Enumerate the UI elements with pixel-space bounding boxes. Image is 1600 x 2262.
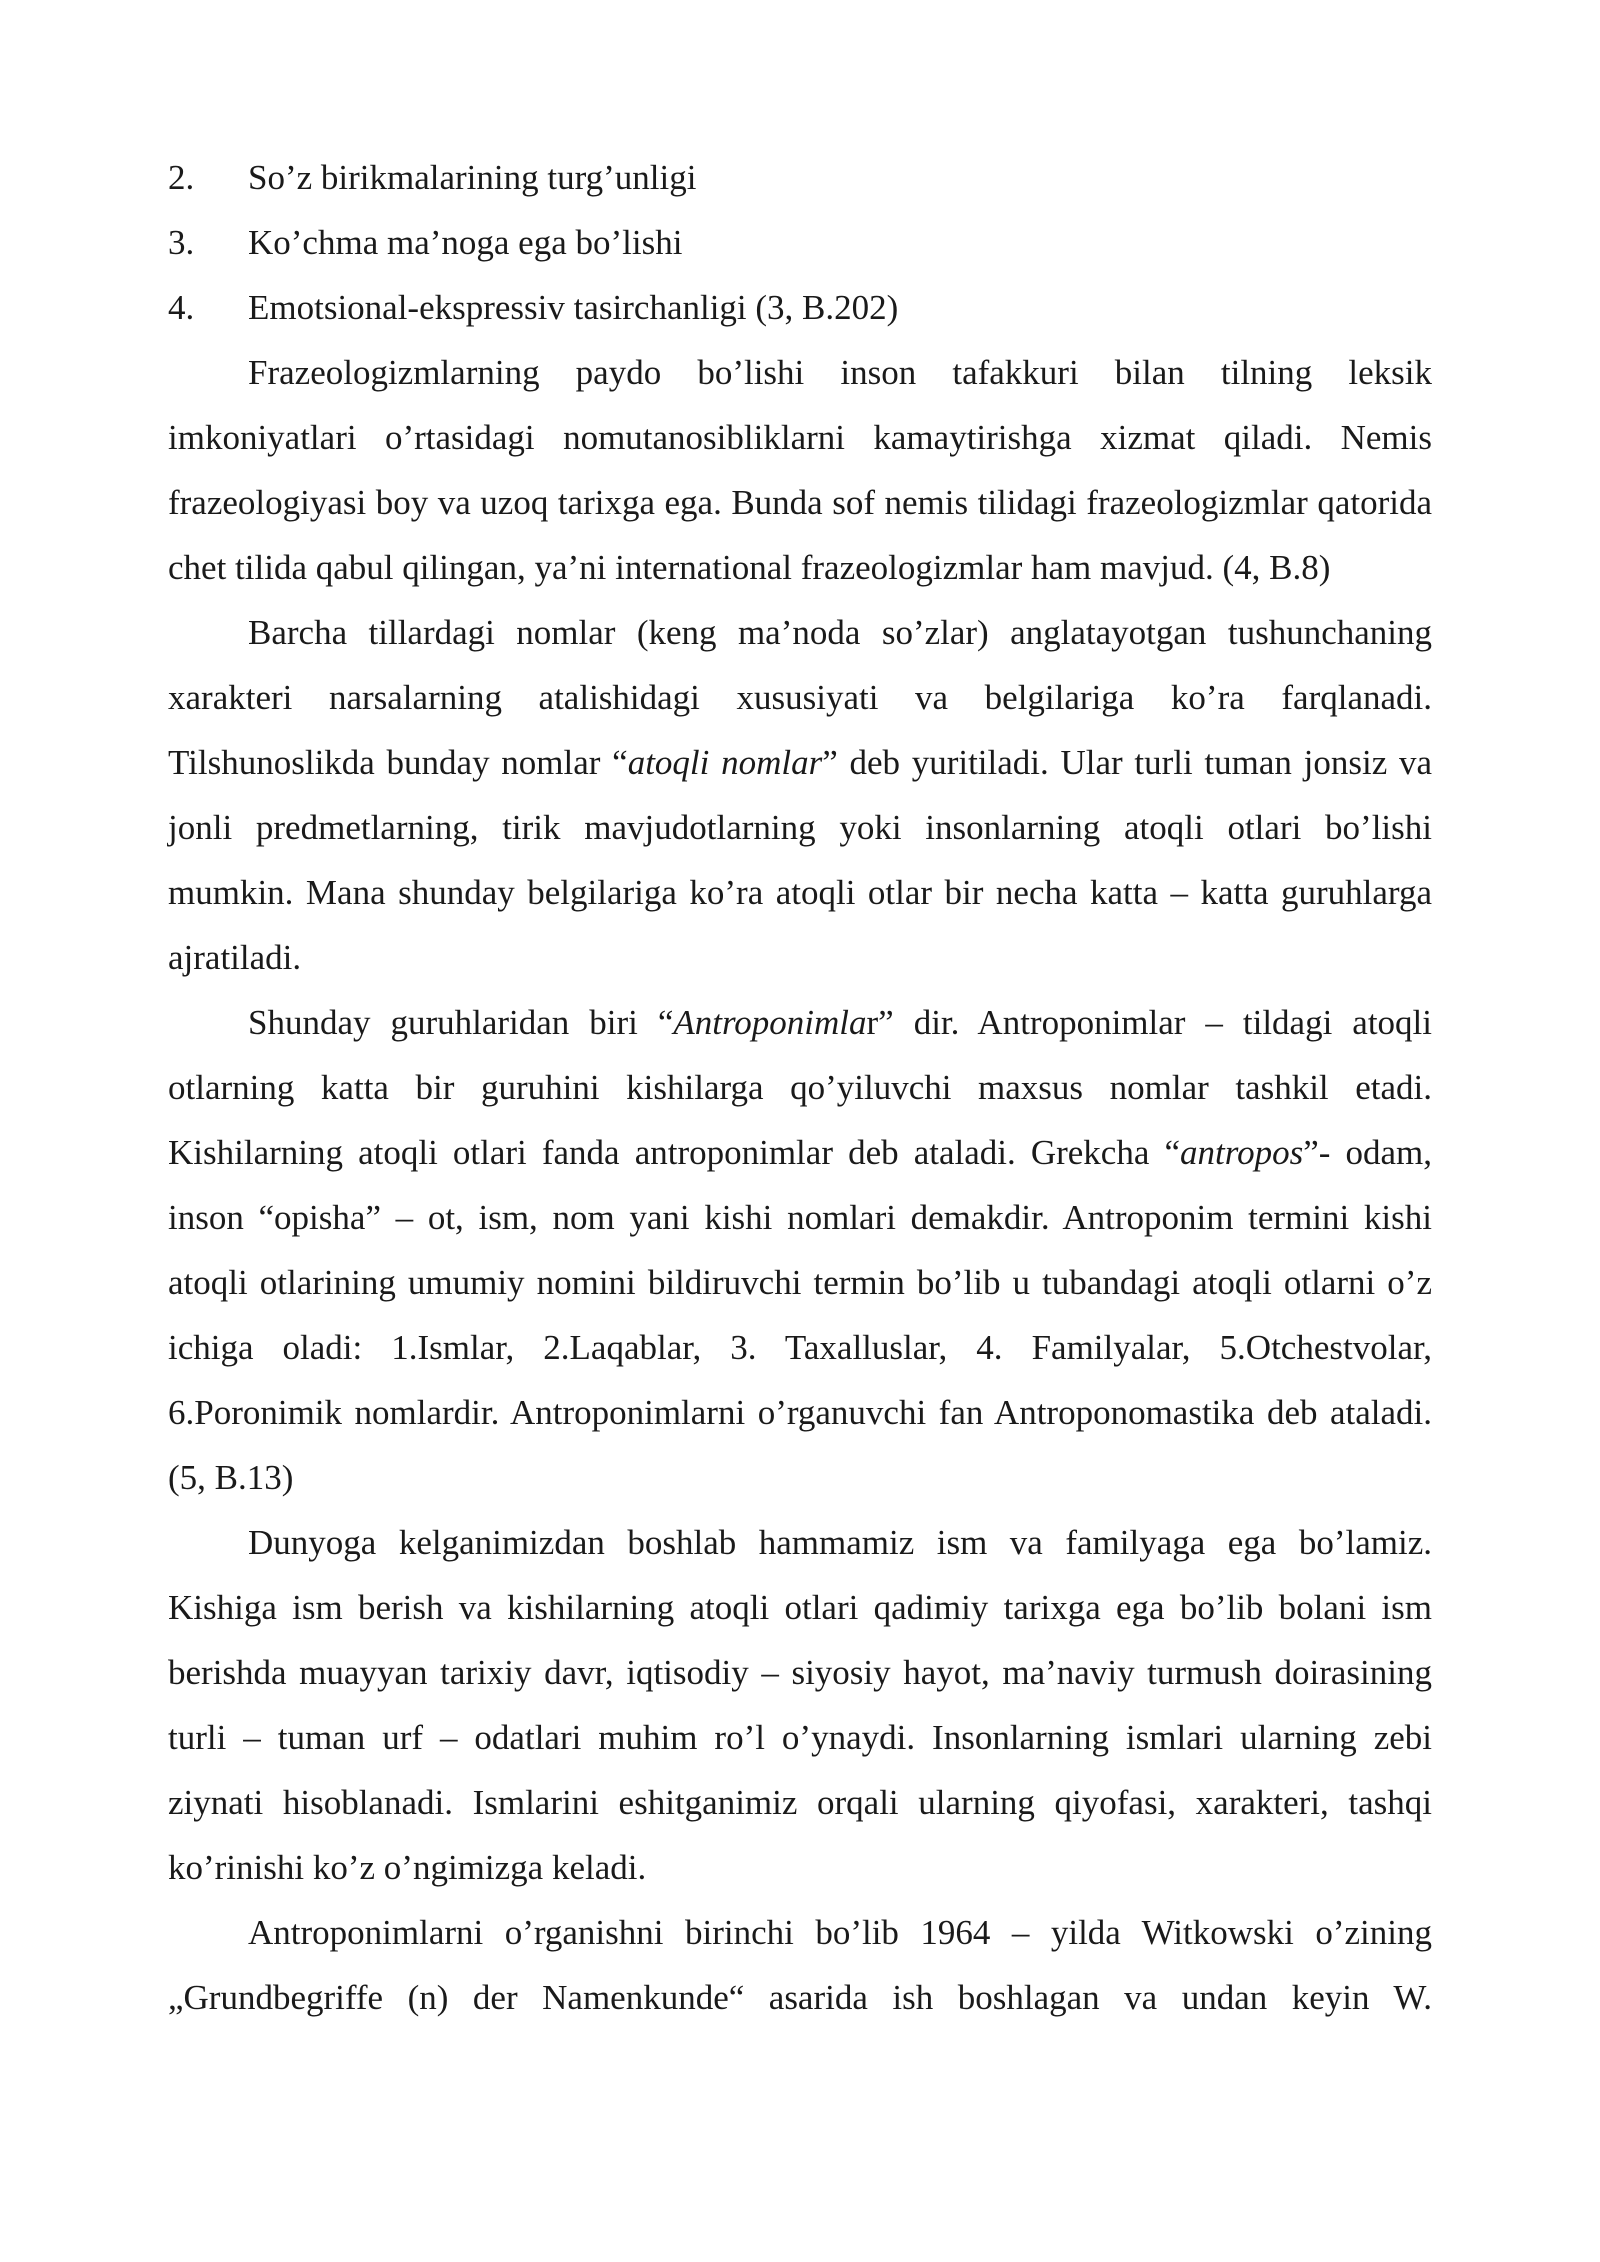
paragraph-text: ”- odam, inson “opisha” – ot, ism, nom yani kishi nomlari demakdir. Antroponim termini kishi atoqli otlarining umumiy nomini bildiruvchi termin bo’lib u tubandagi atoqli otlarni o’z ichiga oladi: 1.Ismlar, 2.Laqablar, 3. Taxalluslar, 4. Familyalar, 5.Otchestvolar, 6.Poronimik nomlardir. Antroponimlarni o’rganuvchi fan Antroponomastika deb ataladi. (5, B.13) [168,1133,1433,1497]
list-item [168,275,1432,340]
paragraph-phraseology: Frazeologizmlarning paydo bo’lishi inson tafakkuri bilan tilning leksik imkoniyatlari o’rtasidagi nomutanosibliklarni kamaytirishga xizmat qiladi. Nemis frazeologiyasi boy va uzoq tarixga ega. Bunda sof nemis tilidagi frazeologizmlar qatorida chet tilida qabul qilingan, ya’ni international frazeologizmlar ham mavjud. (4, B.8) [168,353,1432,587]
list-number: 2. [168,158,195,197]
list-number: 4. [168,288,195,327]
paragraph-text: Barcha tillardagi nomlar (keng ma’noda so’zlar) anglatayotgan tushunchaning xarakteri narsalarning atalishidagi xususiyati va belgilariga ko’ra farqlanadi. Tilshunoslikda bunday nomlar “ [168,613,1432,782]
emphasis-term: atoqli nomlar [627,743,823,782]
paragraph-naming: Dunyoga kelganimizdan boshlab hammamiz ism va familyaga ega bo’lamiz. Kishiga ism berish va kishilarning atoqli otlari qadimiy tarixga ega bo’lib bolani ism berishda muayyan tarixiy davr, iqtisodiy – siyosiy hayot, ma’naviy turmush doirasining turli – tuman urf – odatlari muhim ro’l o’ynaydi. Insonlarning ismlari ularning zebi ziynati hisoblanadi. Ismlarini eshitganimiz orqali ularning qiyofasi, xarakteri, tashqi ko’rinishi ko’z o’ngimizga keladi. [168,1523,1432,1887]
paragraph-text: ” deb yuritiladi. Ular turli tuman jonsiz va jonli predmetlarning, tirik mavjudotlarning yoki insonlarning atoqli otlari bo’lishi mumkin. Mana shunday belgilariga ko’ra atoqli otlar bir necha katta – katta guruhlarga ajratiladi. [168,743,1432,977]
list-text: So’z birikmalarining turg’unligi [248,158,697,197]
paragraph-research-history: Antroponimlarni o’rganishni birinchi bo’lib 1964 – yilda Witkowski o’zining „Grundbegriffe (n) der Namenkunde“ asarida ish boshlagan va undan keyin W. [168,1913,1432,2017]
document-body [168,145,1432,2030]
list-item [168,210,1432,275]
paragraph-proper-names [168,600,1432,990]
emphasis-term: antropos [1180,1133,1304,1172]
list-text: Emotsional-ekspressiv tasirchanligi (3, B.202) [248,288,899,327]
list-text: Ko’chma ma’noga ega bo’lishi [248,223,683,262]
list-item [168,145,1432,210]
paragraph-text: Shunday guruhlaridan biri “ [248,1003,674,1042]
paragraph-text: r” dir. Antroponimlar – tildagi atoqli otlarning katta bir guruhini kishilarga qo’yiluvchi maxsus nomlar tashkil etadi. Kishilarning atoqli otlari fanda antroponimlar deb ataladi. Grekcha “ [168,1003,1432,1172]
paragraph-anthroponyms [168,990,1432,1510]
list-number: 3. [168,223,195,262]
emphasis-term: Antroponimla [673,1003,867,1042]
